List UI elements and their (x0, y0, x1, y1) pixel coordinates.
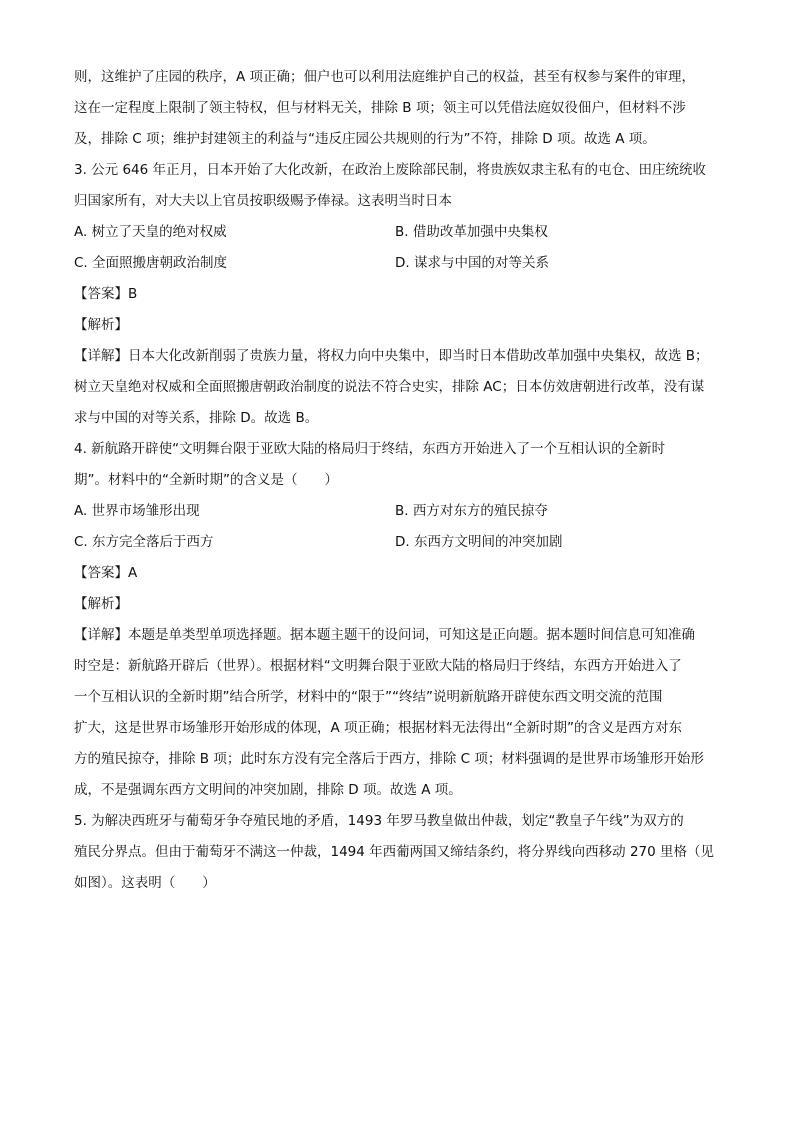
detail-line: 【详解】日本大化改新削弱了贵族力量，将权力向中央集中，即当时日本借助改革加强中央集权，故选 B； (74, 348, 709, 364)
option-row (74, 527, 734, 558)
detail-line: 求与中国的对等关系，排除 D。故选 B。 (74, 410, 319, 426)
detail-line: 扩大，这是世界市场雏形开始形成的体现，A 项正确；根据材料无法得出“全新时期”的含义是西方对东 (74, 720, 683, 736)
option-row (74, 248, 734, 279)
detail-line: 方的殖民掠夺，排除 B 项；此时东方没有完全落后于西方，排除 C 项；材料强调的是世界市场雏形开始形 (74, 751, 704, 767)
option-c: C. 东方完全落后于西方 (74, 534, 214, 550)
question-stem: 5. 为解决西班牙与葡萄牙争夺殖民地的矛盾，1493 年罗马教皇做出仲裁，划定“教皇子午线”为双方的 (74, 813, 684, 829)
detail-line: 【详解】本题是单类型单项选择题。据本题主题干的设问词，可知这是正向题。据本题时间信息可知准确 (74, 627, 695, 643)
option-d: D. 谋求与中国的对等关系 (395, 255, 549, 271)
analysis-label: 【解析】 (74, 317, 128, 333)
question-stem: 归国家所有，对大夫以上官员按职级赐予俸禄。这表明当时日本 (74, 193, 452, 209)
question-stem: 4. 新航路开辟使“文明舞台限于亚欧大陆的格局归于终结，东西方开始进入了一个互相认识的全新时 (74, 441, 666, 457)
analysis-label: 【解析】 (74, 596, 128, 612)
text-line: 则，这维护了庄园的秩序，A 项正确；佃户也可以利用法庭维护自己的权益，甚至有权参与案件的审理， (74, 69, 696, 85)
text-line: 这在一定程度上限制了领主特权，但与材料无关，排除 B 项；领主可以凭借法庭奴役佃户，但材料不涉 (74, 100, 686, 116)
detail-line: 成，不是强调东西方文明间的冲突加剧，排除 D 项。故选 A 项。 (74, 782, 462, 798)
option-b: B. 西方对东方的殖民掠夺 (395, 503, 548, 519)
previous-answer-paragraph (74, 62, 734, 155)
document-content (74, 62, 734, 899)
option-c: C. 全面照搬唐朝政治制度 (74, 255, 228, 271)
option-row (74, 217, 734, 248)
option-row (74, 496, 734, 527)
question-4 (74, 434, 734, 806)
text-line: 及，排除 C 项；维护封建领主的利益与“违反庄园公共规则的行为”不符，排除 D 项。故选 A 项。 (74, 131, 656, 147)
question-stem: 如图）。这表明（ ） (74, 875, 216, 891)
option-d: D. 东西方文明间的冲突加剧 (395, 534, 563, 550)
question-stem: 期”。材料中的“全新时期”的含义是（ ） (74, 472, 338, 488)
answer-label: 【答案】A (74, 565, 138, 581)
detail-line: 一个互相认识的全新时期”结合所学，材料中的“限于”“终结”说明新航路开辟使东西文明交流的范围 (74, 689, 663, 705)
detail-line: 时空是：新航路开辟后（世界）。根据材料“文明舞台限于亚欧大陆的格局归于终结，东西方开始进入了 (74, 658, 682, 674)
detail-line: 树立天皇绝对权威和全面照搬唐朝政治制度的说法不符合史实，排除 AC；日本仿效唐朝进行改革，没有谋 (74, 379, 705, 395)
question-stem: 殖民分界点。但由于葡萄牙不满这一仲裁，1494 年西葡两国又缔结条约，将分界线向西移动 270 里格（见 (74, 844, 714, 860)
option-b: B. 借助改革加强中央集权 (395, 224, 548, 240)
answer-label: 【答案】B (74, 286, 138, 302)
question-3 (74, 155, 734, 434)
question-5 (74, 806, 734, 899)
option-a: A. 树立了天皇的绝对权威 (74, 224, 227, 240)
question-stem: 3. 公元 646 年正月，日本开始了大化改新，在政治上废除部民制，将贵族奴隶主私有的屯仓、田庄统统收 (74, 162, 707, 178)
option-a: A. 世界市场雏形出现 (74, 503, 200, 519)
